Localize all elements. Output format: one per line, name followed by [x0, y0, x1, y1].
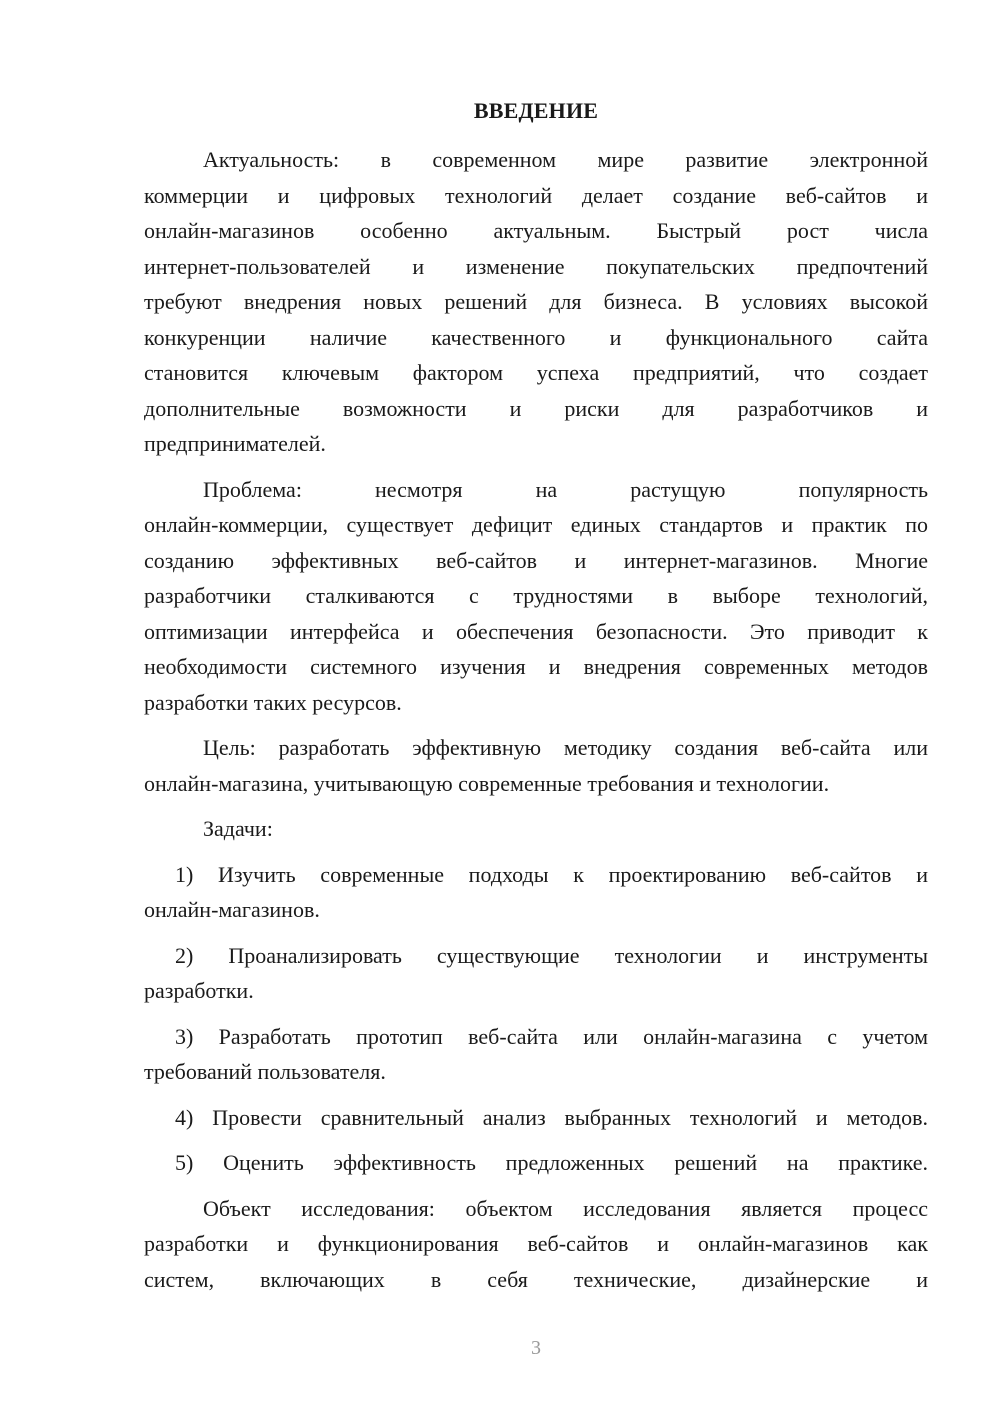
text-line: 4) Провести сравнительный анализ выбранных технологий и методов. — [175, 1104, 928, 1130]
paragraph-gap — [144, 720, 928, 730]
text-line: Цель: разработать эффективную методику создания веб-сайта или — [203, 735, 928, 760]
body-text — [144, 142, 928, 1297]
text-line: онлайн-коммерции, существует дефицит единых стандартов и практик по — [144, 512, 928, 537]
paragraph-gap — [144, 1009, 928, 1019]
text-line: конкуренции наличие качественного и функционального сайта — [144, 324, 928, 350]
task-item-5 — [144, 1145, 928, 1181]
text-line: становится ключевым фактором успеха предприятий, что создает — [144, 360, 928, 385]
paragraph-problem — [144, 472, 928, 721]
section-heading: ВВЕДЕНИЕ — [473, 98, 599, 123]
text-line: предпринимателей. — [144, 431, 326, 456]
text-line: 2) Проанализировать существующие технологии и инструменты — [175, 942, 928, 968]
text-line: требований пользователя. — [144, 1059, 386, 1084]
task-item-4 — [144, 1100, 928, 1136]
text-line: необходимости системного изучения и внедрения современных методов — [144, 654, 928, 679]
task-item-2 — [144, 938, 928, 1009]
text-line: 1) Изучить современные подходы к проектированию веб-сайтов и — [175, 861, 928, 887]
text-line: Проблема: несмотря на растущую популярность — [203, 476, 928, 502]
text-line: разработки таких ресурсов. — [144, 689, 402, 715]
text-line: онлайн-магазинов. — [144, 897, 320, 922]
task-item-1 — [144, 857, 928, 928]
paragraph-gap — [144, 1090, 928, 1100]
text-line: оптимизации интерфейса и обеспечения безопасности. Это приводит к — [144, 618, 928, 644]
text-line: 5) Оценить эффективность предложенных решений на практике. — [175, 1150, 928, 1175]
paragraph-gap — [144, 928, 928, 938]
text-line: разработки. — [144, 978, 254, 1003]
text-line: систем, включающих в себя технические, дизайнерские и — [144, 1266, 928, 1292]
paragraph-gap — [144, 462, 928, 472]
paragraph-gap — [144, 1135, 928, 1145]
text-line: коммерции и цифровых технологий делает создание веб-сайтов и — [144, 182, 928, 208]
tasks-label: Задачи: — [203, 816, 273, 841]
paragraph-gap — [144, 847, 928, 857]
text-line: интернет-пользователей и изменение покупательских предпочтений — [144, 253, 928, 279]
text-line: онлайн-магазинов особенно актуальным. Быстрый рост числа — [144, 218, 928, 243]
text-line: онлайн-магазина, учитывающую современные требования и технологии. — [144, 770, 830, 796]
paragraph-gap — [144, 1181, 928, 1191]
text-line: Объект исследования: объектом исследования является процесс — [203, 1195, 928, 1221]
task-item-3 — [144, 1019, 928, 1090]
text-line: требуют внедрения новых решений для бизнеса. В условиях высокой — [144, 289, 928, 314]
text-line: Актуальность: в современном мире развитие электронной — [203, 147, 928, 172]
paragraph-goal — [144, 730, 928, 801]
text-line: дополнительные возможности и риски для разработчиков и — [144, 395, 928, 421]
text-line: разработчики сталкиваются с трудностями в выборе технологий, — [144, 583, 928, 608]
paragraph-gap — [144, 801, 928, 811]
text-line: созданию эффективных веб-сайтов и интернет-магазинов. Многие — [144, 547, 928, 573]
text-line: 3) Разработать прототип веб-сайта или онлайн-магазина с учетом — [175, 1023, 928, 1049]
paragraph-object — [144, 1191, 928, 1298]
paragraph-relevance — [144, 142, 928, 462]
text-line: разработки и функционирования веб-сайтов и онлайн-магазинов как — [144, 1231, 928, 1256]
page-number: 3 — [531, 1337, 541, 1359]
